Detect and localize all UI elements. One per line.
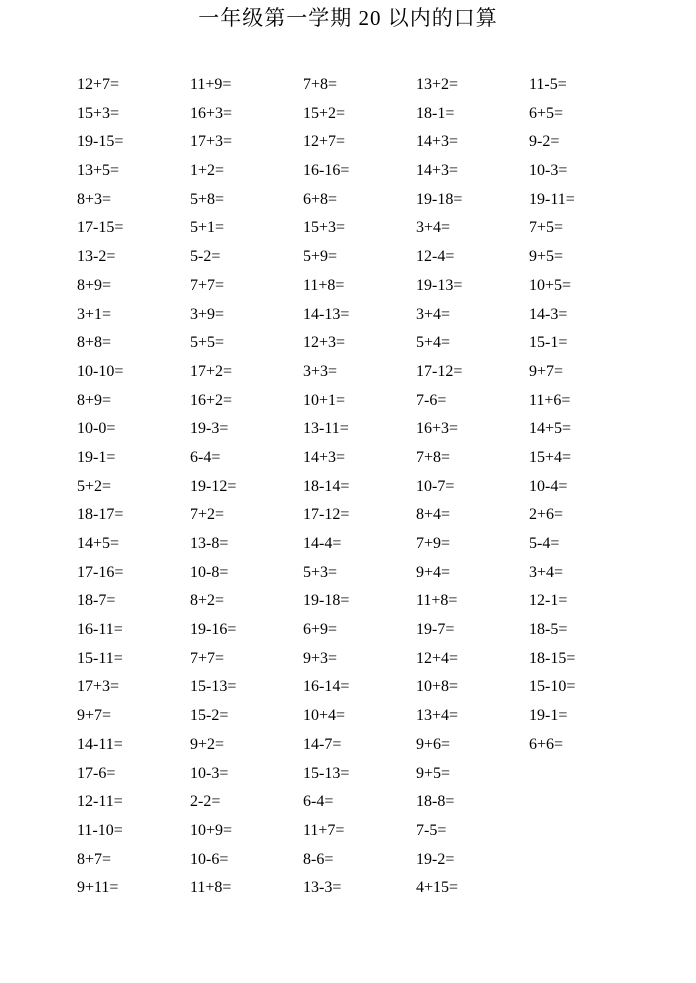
- arithmetic-problem: 10-6=: [190, 850, 229, 868]
- arithmetic-problem: 15-2=: [190, 707, 229, 725]
- arithmetic-problem: 11+7=: [303, 821, 345, 839]
- arithmetic-problem: 14-13=: [303, 305, 350, 323]
- arithmetic-problem: 17-16=: [77, 563, 124, 581]
- arithmetic-problem: 3+4=: [416, 219, 451, 237]
- arithmetic-problem: 18-15=: [529, 649, 576, 667]
- arithmetic-problem: 19-3=: [190, 420, 229, 438]
- arithmetic-problem: 13-3=: [303, 879, 342, 897]
- arithmetic-problem: 11-10=: [77, 821, 123, 839]
- arithmetic-problem: 19-7=: [416, 621, 455, 639]
- arithmetic-problem: 8+8=: [77, 334, 112, 352]
- arithmetic-problem: 11+8=: [416, 592, 458, 610]
- arithmetic-problem: 5+3=: [303, 563, 338, 581]
- problem-column: [190, 71, 303, 903]
- arithmetic-problem: 15-11=: [77, 649, 123, 667]
- arithmetic-problem: 17-6=: [77, 764, 116, 782]
- arithmetic-problem: 10+4=: [303, 707, 346, 725]
- arithmetic-problem: 13-2=: [77, 248, 116, 266]
- arithmetic-problem: 19-1=: [529, 707, 568, 725]
- arithmetic-problem: 12+3=: [303, 334, 346, 352]
- arithmetic-problem: 11+8=: [303, 276, 345, 294]
- arithmetic-problem: 18-8=: [416, 793, 455, 811]
- arithmetic-problem: 5+1=: [190, 219, 225, 237]
- arithmetic-problem: 5+9=: [303, 248, 338, 266]
- arithmetic-problem: 2-2=: [190, 793, 221, 811]
- arithmetic-problem: 5+4=: [416, 334, 451, 352]
- arithmetic-problem: 14+3=: [416, 133, 459, 151]
- arithmetic-problem: 2+6=: [529, 506, 564, 524]
- arithmetic-problem: 14-7=: [303, 735, 342, 753]
- problem-column: [77, 71, 190, 903]
- arithmetic-problem: 15-13=: [303, 764, 350, 782]
- arithmetic-problem: 17+3=: [190, 133, 233, 151]
- arithmetic-problem: 9+6=: [416, 735, 451, 753]
- arithmetic-problem: 15+3=: [303, 219, 346, 237]
- arithmetic-problem: 7+8=: [303, 76, 338, 93]
- arithmetic-problem: 14+5=: [77, 535, 120, 552]
- problem-column: [303, 71, 416, 903]
- arithmetic-problem: 5-4=: [529, 535, 560, 552]
- arithmetic-problem: 10+5=: [529, 276, 572, 294]
- arithmetic-problem: 6+6=: [529, 735, 564, 753]
- arithmetic-problem: 7-6=: [416, 391, 447, 409]
- arithmetic-problem: 17-12=: [303, 506, 350, 524]
- arithmetic-problem: 3+3=: [303, 362, 338, 380]
- arithmetic-problem: 8+4=: [416, 506, 451, 524]
- arithmetic-problem: 9+11=: [77, 879, 119, 897]
- arithmetic-problem: 4+15=: [416, 879, 459, 897]
- arithmetic-problem: 13-8=: [190, 535, 229, 552]
- arithmetic-problem: 1+2=: [190, 162, 225, 180]
- arithmetic-problem: 16+2=: [190, 391, 233, 409]
- arithmetic-problem: 12+7=: [77, 76, 120, 93]
- arithmetic-problem: 15-1=: [529, 334, 568, 352]
- arithmetic-problem: 12+7=: [303, 133, 346, 151]
- arithmetic-problem: 6+9=: [303, 621, 338, 639]
- arithmetic-problem: 16-16=: [303, 162, 350, 180]
- arithmetic-problem: 15-13=: [190, 678, 237, 696]
- problem-column: [529, 71, 642, 903]
- arithmetic-problem: 3+1=: [77, 305, 112, 323]
- arithmetic-problem: 10+1=: [303, 391, 346, 409]
- arithmetic-problem: 19-15=: [77, 133, 124, 151]
- page-title: 一年级第一学期 20 以内的口算: [198, 6, 498, 30]
- arithmetic-problem: 5+8=: [190, 190, 225, 208]
- arithmetic-problem: 8+2=: [190, 592, 225, 610]
- arithmetic-problem: 5+5=: [190, 334, 225, 352]
- arithmetic-problem: 7+9=: [416, 535, 451, 552]
- arithmetic-problem: 11+6=: [529, 391, 571, 409]
- arithmetic-problem: 3+4=: [529, 563, 564, 581]
- arithmetic-problem: 19-1=: [77, 448, 116, 466]
- arithmetic-problem: 15-10=: [529, 678, 576, 696]
- arithmetic-problem: 9-2=: [529, 133, 560, 151]
- arithmetic-problem: 16-11=: [77, 621, 123, 639]
- arithmetic-problem: 10-7=: [416, 477, 455, 495]
- arithmetic-problem: 18-17=: [77, 506, 124, 524]
- arithmetic-problem: 10+9=: [190, 821, 233, 839]
- arithmetic-problem: 12-11=: [77, 793, 123, 811]
- arithmetic-problem: 9+3=: [303, 649, 338, 667]
- arithmetic-problem: 8+9=: [77, 391, 112, 409]
- arithmetic-problem: 13-11=: [303, 420, 349, 438]
- problem-column: [416, 71, 529, 903]
- arithmetic-problem: 17-15=: [77, 219, 124, 237]
- arithmetic-problem: 16+3=: [190, 104, 233, 122]
- arithmetic-problem: 8-6=: [303, 850, 334, 868]
- arithmetic-problem: 13+2=: [416, 76, 459, 93]
- arithmetic-problem: 5-2=: [190, 248, 221, 266]
- arithmetic-problem: 9+2=: [190, 735, 225, 753]
- arithmetic-problem: 10-10=: [77, 362, 124, 380]
- arithmetic-problem: 9+4=: [416, 563, 451, 581]
- problem-grid: [77, 71, 677, 903]
- arithmetic-problem: 10-4=: [529, 477, 568, 495]
- arithmetic-problem: 11+9=: [190, 76, 232, 93]
- arithmetic-problem: 14+5=: [529, 420, 572, 438]
- arithmetic-problem: 10-0=: [77, 420, 116, 438]
- arithmetic-problem: 14+3=: [303, 448, 346, 466]
- arithmetic-problem: 18-5=: [529, 621, 568, 639]
- arithmetic-problem: 19-16=: [190, 621, 237, 639]
- arithmetic-problem: 10-8=: [190, 563, 229, 581]
- arithmetic-problem: 14+3=: [416, 162, 459, 180]
- arithmetic-problem: 3+4=: [416, 305, 451, 323]
- arithmetic-problem: 6+8=: [303, 190, 338, 208]
- arithmetic-problem: 14-11=: [77, 735, 123, 753]
- arithmetic-problem: 11-5=: [529, 76, 567, 93]
- arithmetic-problem: 9+7=: [529, 362, 564, 380]
- arithmetic-problem: 16+3=: [416, 420, 459, 438]
- arithmetic-problem: 13+4=: [416, 707, 459, 725]
- arithmetic-problem: 8+9=: [77, 276, 112, 294]
- arithmetic-problem: 9+5=: [416, 764, 451, 782]
- arithmetic-problem: 12-4=: [416, 248, 455, 266]
- arithmetic-problem: 7+2=: [190, 506, 225, 524]
- arithmetic-problem: 14-3=: [529, 305, 568, 323]
- arithmetic-problem: 15+3=: [77, 104, 120, 122]
- arithmetic-problem: 8+3=: [77, 190, 112, 208]
- arithmetic-problem: 6-4=: [190, 448, 221, 466]
- arithmetic-problem: 18-7=: [77, 592, 116, 610]
- arithmetic-problem: 12-1=: [529, 592, 568, 610]
- arithmetic-problem: 12+4=: [416, 649, 459, 667]
- arithmetic-problem: 17+3=: [77, 678, 120, 696]
- arithmetic-problem: 15+2=: [303, 104, 346, 122]
- arithmetic-problem: 7+5=: [529, 219, 564, 237]
- arithmetic-problem: 6-4=: [303, 793, 334, 811]
- arithmetic-problem: 19-2=: [416, 850, 455, 868]
- arithmetic-problem: 19-12=: [190, 477, 237, 495]
- arithmetic-problem: 10-3=: [190, 764, 229, 782]
- arithmetic-problem: 14-4=: [303, 535, 342, 552]
- arithmetic-problem: 7+7=: [190, 276, 225, 294]
- arithmetic-problem: 13+5=: [77, 162, 120, 180]
- arithmetic-problem: 19-11=: [529, 190, 575, 208]
- arithmetic-problem: 15+4=: [529, 448, 572, 466]
- arithmetic-problem: 11+8=: [190, 879, 232, 897]
- arithmetic-problem: 17+2=: [190, 362, 233, 380]
- arithmetic-problem: 7+7=: [190, 649, 225, 667]
- arithmetic-problem: 7+8=: [416, 448, 451, 466]
- arithmetic-problem: 8+7=: [77, 850, 112, 868]
- arithmetic-problem: 19-18=: [303, 592, 350, 610]
- arithmetic-problem: 19-18=: [416, 190, 463, 208]
- arithmetic-problem: 5+2=: [77, 477, 112, 495]
- arithmetic-problem: 18-14=: [303, 477, 350, 495]
- arithmetic-problem: 3+9=: [190, 305, 225, 323]
- arithmetic-problem: 19-13=: [416, 276, 463, 294]
- arithmetic-problem: 16-14=: [303, 678, 350, 696]
- arithmetic-problem: 10+8=: [416, 678, 459, 696]
- arithmetic-problem: 7-5=: [416, 821, 447, 839]
- arithmetic-problem: 18-1=: [416, 104, 455, 122]
- arithmetic-problem: 10-3=: [529, 162, 568, 180]
- arithmetic-problem: 9+7=: [77, 707, 112, 725]
- arithmetic-problem: 6+5=: [529, 104, 564, 122]
- arithmetic-problem: 9+5=: [529, 248, 564, 266]
- arithmetic-problem: 17-12=: [416, 362, 463, 380]
